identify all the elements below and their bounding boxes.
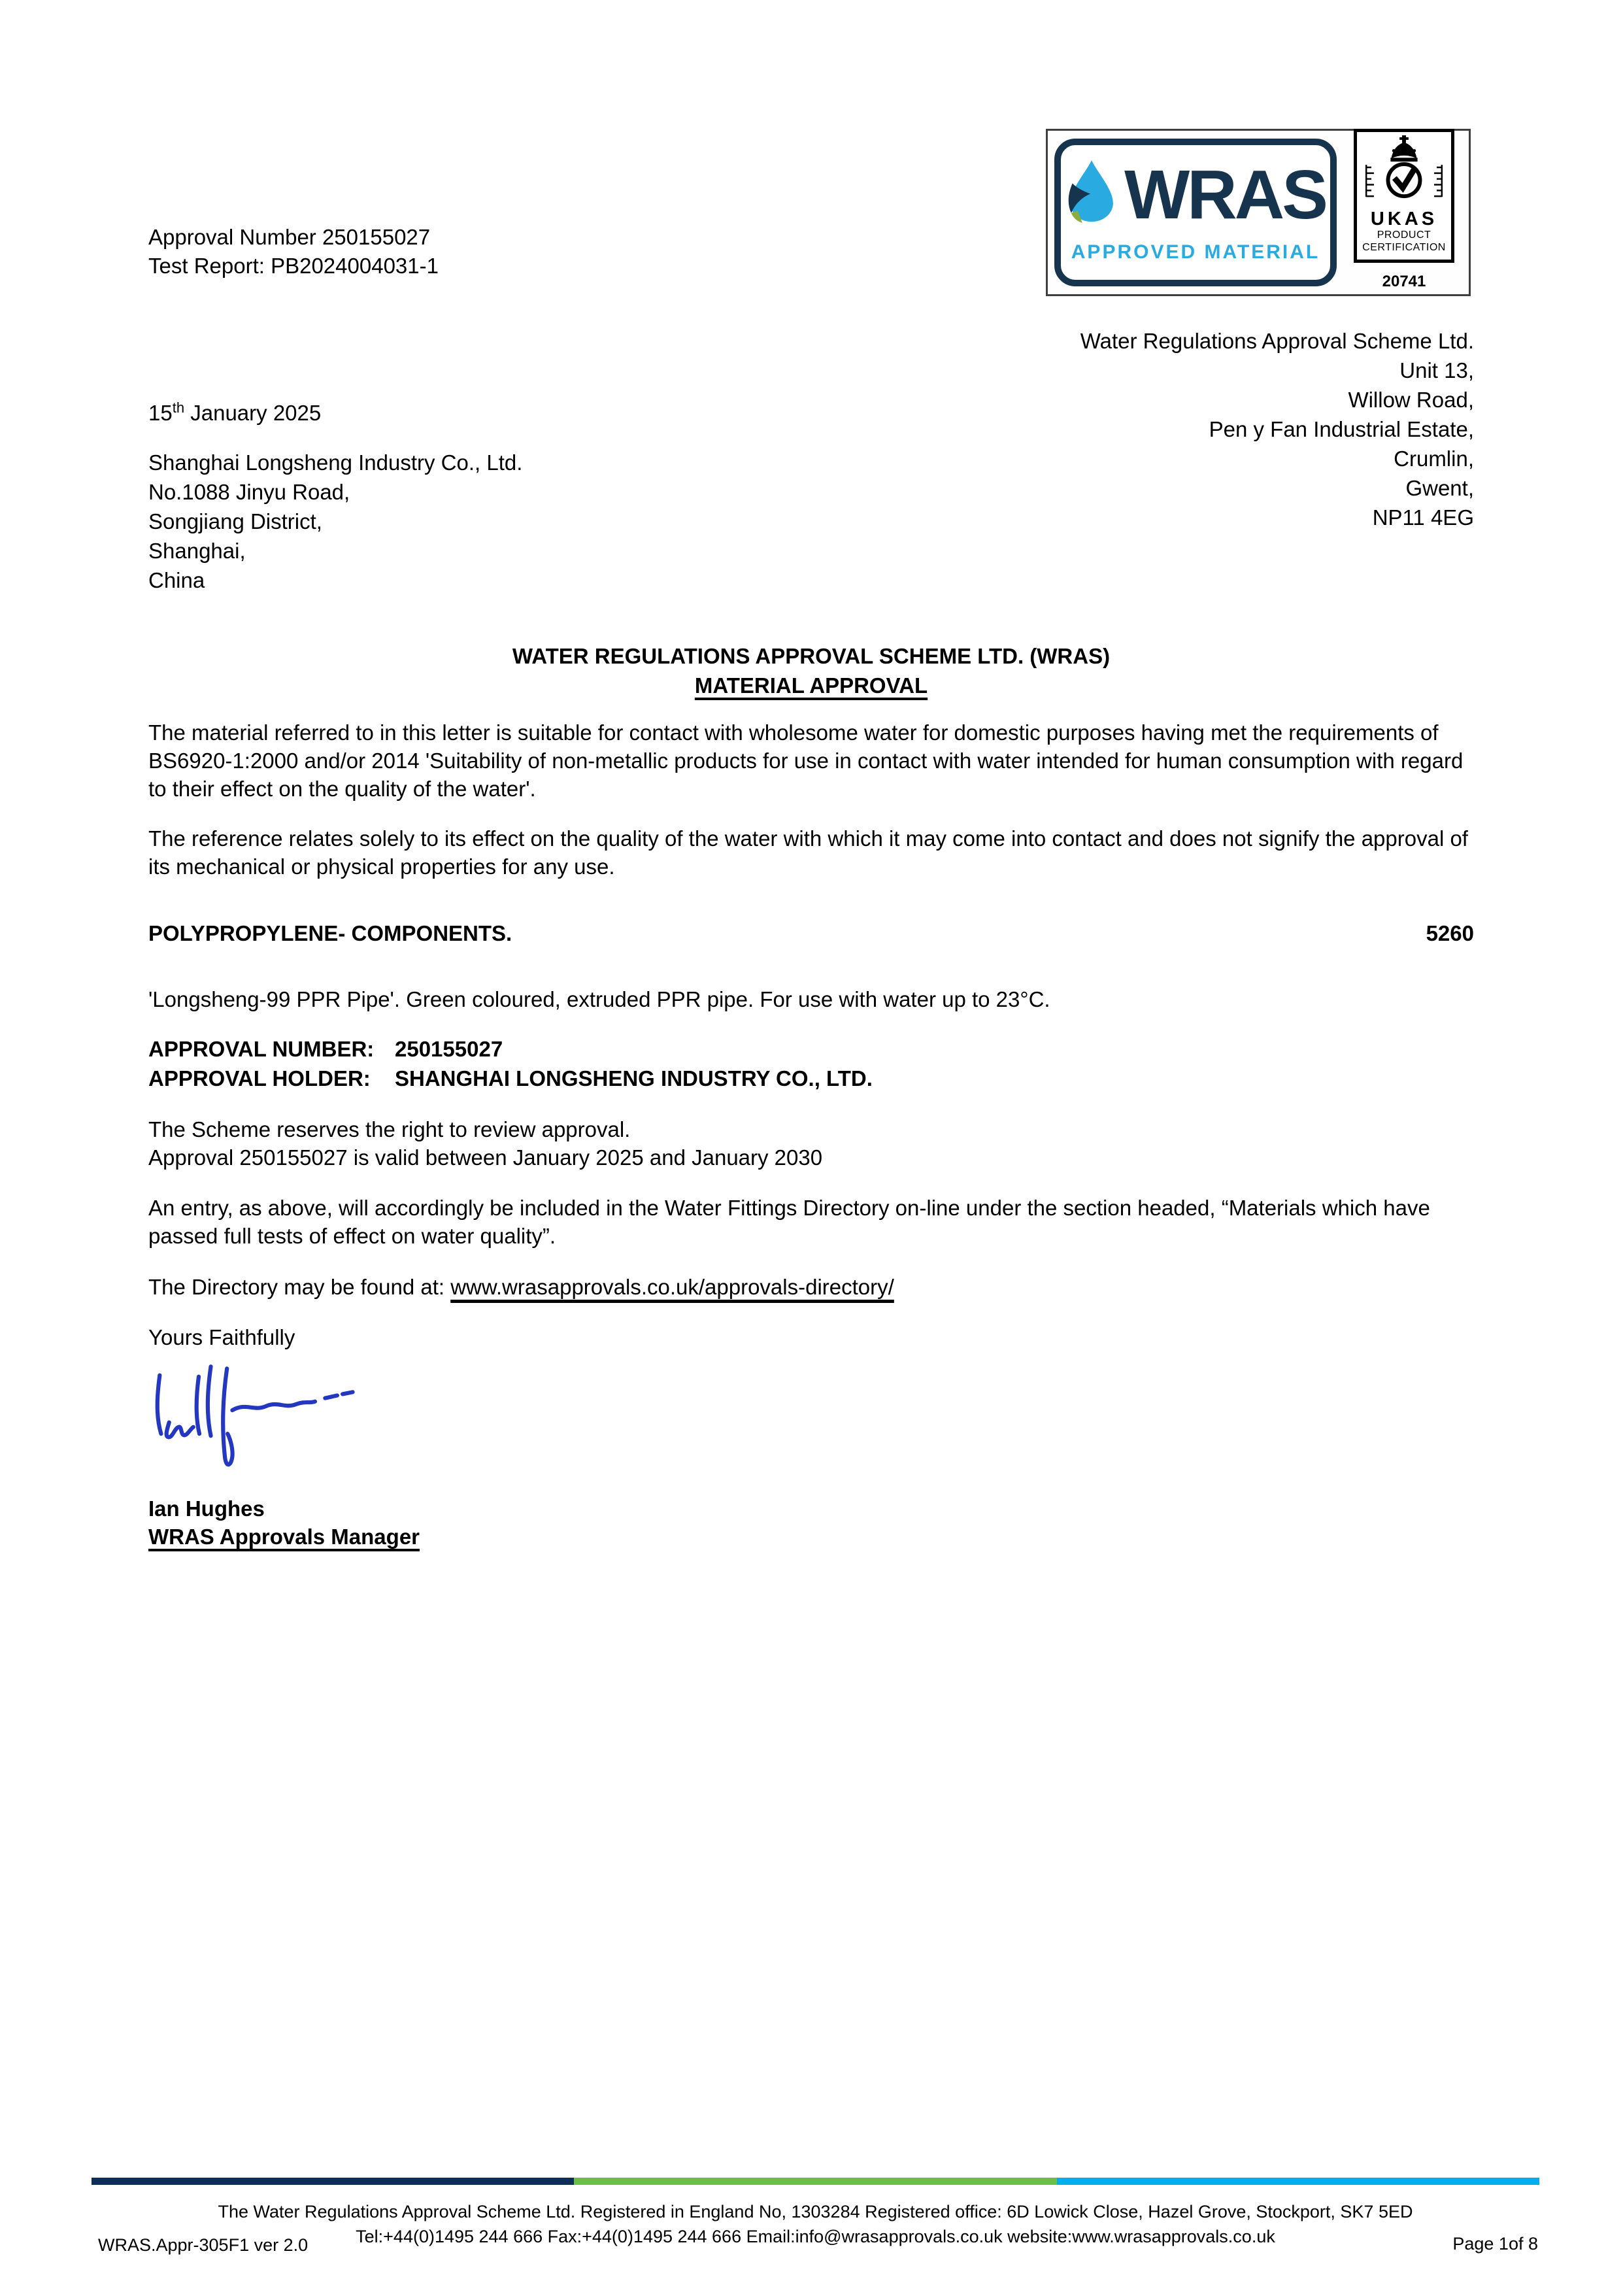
sender-address-line: Gwent, (1405, 476, 1474, 500)
recipient-address-line: Shanghai Longsheng Industry Co., Ltd. (148, 450, 523, 475)
sender-address-line: Willow Road, (1348, 388, 1474, 412)
signature-image (152, 1363, 387, 1481)
test-report-line: Test Report: PB2024004031-1 (148, 254, 439, 278)
water-drop-icon (1065, 159, 1118, 231)
footer-bar-blue-segment (1057, 2178, 1539, 2185)
intro-paragraph: The material referred to in this letter is suitable for contact with wholesome water for domestic purposes having met the requirements of BS6920-1:2000 and/or 2014 'Suitability of non-metallic products for use in contact with water intended for human consumption with regard to their effect on the quality of the water'. (148, 720, 1464, 801)
footer-bar-green-segment (574, 2178, 1056, 2185)
recipient-address-line: China (148, 568, 205, 592)
recipient-address-line: Shanghai, (148, 539, 246, 563)
footer-bar-navy-segment (92, 2178, 574, 2185)
material-heading-row (148, 919, 1474, 948)
letter-title-block (148, 641, 1474, 700)
sender-address-line: Pen y Fan Industrial Estate, (1209, 417, 1474, 441)
approved-material-label: APPROVED MATERIAL (1071, 241, 1320, 263)
validity-note: Approval 250155027 is valid between January 2025 and January 2030 (148, 1145, 823, 1170)
material-heading: POLYPROPYLENE- COMPONENTS. (148, 921, 512, 945)
approval-number-label: APPROVAL NUMBER: (148, 1037, 375, 1061)
approval-holder-value: SHANGHAI LONGSHENG INDUSTRY CO., LTD. (395, 1066, 873, 1090)
ukas-certification-label: CERTIFICATION (1362, 242, 1446, 253)
recipient-address-line: Songjiang District, (148, 509, 322, 533)
footer-contact-line: Tel:+44(0)1495 244 666 Fax:+44(0)1495 244 666 Email:info@wrasapprovals.co.uk website:www.wrasapprovals.co.uk (356, 2227, 1275, 2246)
directory-entry-paragraph: An entry, as above, will accordingly be included in the Water Fittings Directory on-line under the section headed, “Materials which have passed full tests of effect on water quality”. (148, 1196, 1430, 1248)
ukas-wordmark: UKAS (1370, 209, 1438, 229)
footer-page-number: Page 1of 8 (1452, 2234, 1538, 2254)
footer (92, 2178, 1539, 2282)
sender-address-line: Crumlin, (1394, 447, 1474, 471)
sender-address (1080, 326, 1474, 532)
footer-version: WRAS.Appr-305F1 ver 2.0 (98, 2235, 309, 2255)
approval-details (148, 1034, 873, 1093)
approval-number-row (148, 1034, 873, 1064)
approval-holder-label: APPROVAL HOLDER: (148, 1066, 371, 1090)
footer-color-bar (92, 2178, 1539, 2185)
date-ordinal-suffix: th (172, 399, 185, 416)
approval-number-value: 250155027 (395, 1037, 503, 1061)
letter-subtitle (148, 671, 1474, 700)
ukas-box (1354, 129, 1454, 263)
letter-subtitle-text: MATERIAL APPROVAL (694, 673, 928, 698)
reference-block (148, 223, 439, 280)
directory-link-prefix: The Directory may be found at: (148, 1275, 451, 1299)
sender-address-line: Water Regulations Approval Scheme Ltd. (1080, 329, 1474, 353)
wras-approved-material-logo (1054, 139, 1337, 286)
closing-salutation: Yours Faithfully (148, 1325, 295, 1349)
signatory-role (148, 1523, 420, 1551)
signatory-name: Ian Hughes (148, 1496, 265, 1521)
directory-link[interactable]: www.wrasapprovals.co.uk/approvals-directory/ (450, 1275, 894, 1299)
wras-wordmark: WRAS (1124, 156, 1326, 233)
product-description: 'Longsheng-99 PPR Pipe'. Green coloured, extruded PPR pipe. For use with water up to 23°C. (148, 987, 1050, 1011)
sender-address-line: NP11 4EG (1372, 505, 1474, 530)
wras-ukas-logo (1046, 129, 1471, 296)
footer-registered-line: The Water Regulations Approval Scheme Ltd. Registered in England No, 1303284 Registered office: 6D Lowick Close, Hazel Grove, Stockport, SK7 5ED (218, 2202, 1413, 2221)
review-note: The Scheme reserves the right to review approval. (148, 1117, 631, 1141)
ukas-certificate-number: 20741 (1382, 273, 1426, 290)
recipient-address (148, 448, 522, 595)
ukas-logo (1346, 129, 1462, 296)
date-day: 15 (148, 401, 173, 425)
approval-holder-row (148, 1064, 873, 1093)
material-code: 5260 (1426, 921, 1474, 945)
crown-checkmark-icon (1361, 135, 1447, 208)
recipient-address-line: No.1088 Jinyu Road, (148, 480, 350, 504)
sender-address-line: Unit 13, (1399, 358, 1474, 382)
wras-logo-row (1065, 156, 1326, 233)
date-month-year: January 2025 (184, 401, 322, 425)
signatory-role-text: WRAS Approvals Manager (148, 1525, 420, 1549)
reference-scope-paragraph: The reference relates solely to its effect on the quality of the water with which it may come into contact and does not signify the approval of its mechanical or physical properties for any use. (148, 826, 1468, 879)
approval-number-line: Approval Number 250155027 (148, 225, 431, 249)
letter-date (148, 394, 321, 428)
letter-title: WATER REGULATIONS APPROVAL SCHEME LTD. (WRAS) (512, 644, 1111, 668)
directory-link-paragraph (148, 1273, 1474, 1302)
review-validity-block (148, 1115, 822, 1172)
ukas-product-label: PRODUCT (1377, 229, 1431, 241)
